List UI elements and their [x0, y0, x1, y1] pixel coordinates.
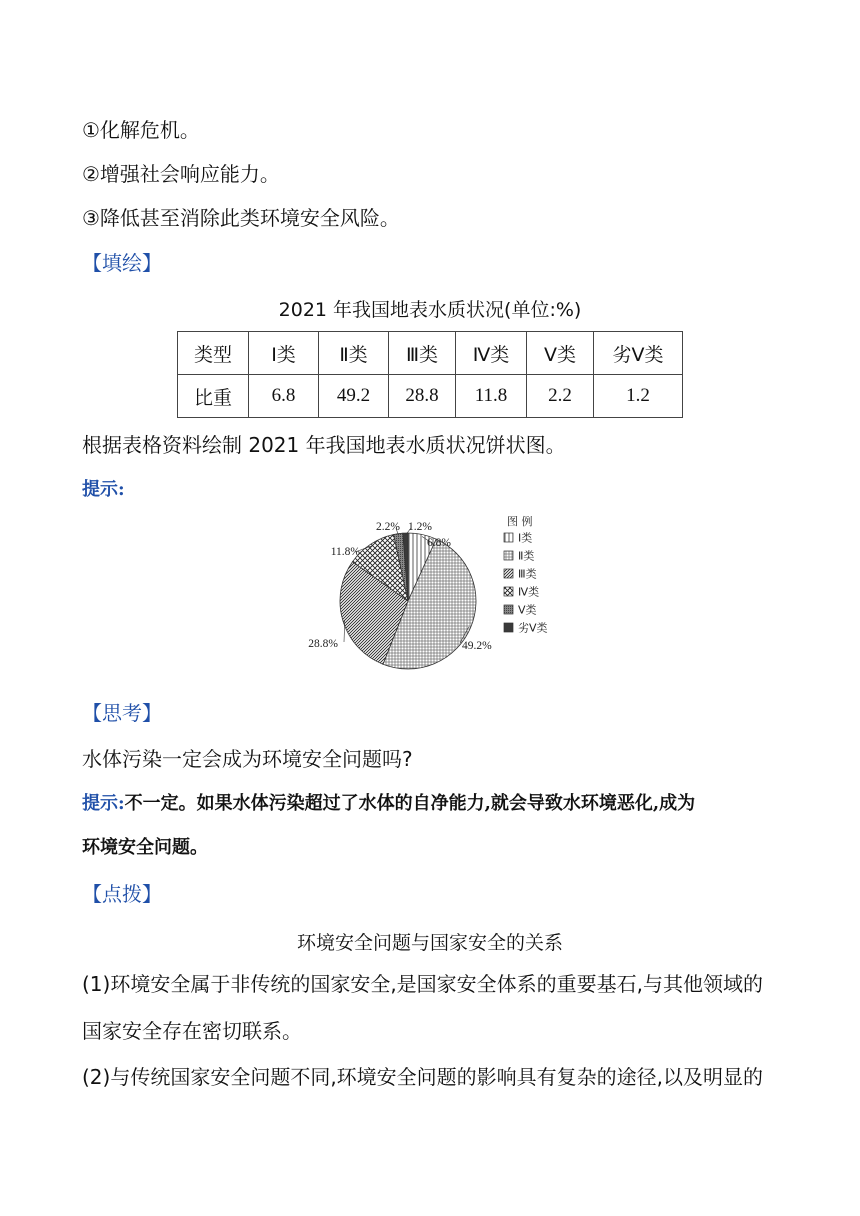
list-item-1: ①化解危机。 — [82, 118, 200, 142]
table-cell: Ⅱ类 — [319, 332, 389, 375]
legend-label: Ⅲ类 — [518, 567, 537, 581]
table-cell: 28.8 — [389, 375, 456, 418]
subtitle: 环境安全问题与国家安全的关系 — [296, 932, 563, 954]
section-heading-point: 【点拨】 — [82, 882, 162, 906]
table-header-row — [178, 332, 683, 375]
table-cell: 比重 — [178, 375, 249, 418]
table-cell: Ⅴ类 — [527, 332, 594, 375]
answer-line-1 — [82, 790, 695, 818]
legend-label: 劣Ⅴ类 — [518, 621, 548, 635]
legend-swatch — [504, 533, 513, 542]
table-cell: 11.8 — [456, 375, 527, 418]
table-cell: Ⅰ类 — [249, 332, 319, 375]
pie-value-label: 1.2% — [408, 521, 432, 533]
legend-swatch — [504, 551, 513, 560]
legend-swatch — [504, 605, 513, 614]
legend-label: Ⅴ类 — [518, 603, 537, 617]
table-title: 2021 年我国地表水质状况(单位:%) — [278, 299, 582, 321]
table-cell: 1.2 — [594, 375, 683, 418]
list-item-3: ③降低甚至消除此类环境安全风险。 — [82, 206, 400, 230]
answer-line-2: 环境安全问题。 — [82, 837, 208, 858]
table-data-row — [178, 375, 683, 418]
pie-slices — [340, 533, 476, 669]
hint-label: 提示: — [82, 479, 125, 500]
table-cell: 49.2 — [319, 375, 389, 418]
instruction-text: 根据表格资料绘制 2021 年我国地表水质状况饼状图。 — [82, 433, 566, 457]
legend-label: Ⅳ类 — [518, 585, 540, 599]
pie-value-label: 2.2% — [376, 521, 400, 533]
paragraph-1-line-2: 国家安全存在密切联系。 — [82, 1019, 302, 1043]
pie-value-label: 11.8% — [330, 546, 360, 558]
section-heading-think: 【思考】 — [82, 701, 162, 725]
legend-label: Ⅱ类 — [518, 549, 535, 563]
legend-title: 图 例 — [507, 515, 533, 528]
table-cell: 2.2 — [527, 375, 594, 418]
legend-swatch — [504, 569, 513, 578]
legend-swatch — [504, 587, 513, 596]
legend-swatch — [504, 623, 513, 632]
pie-value-label: 49.2% — [462, 640, 492, 652]
list-item-2: ②增强社会响应能力。 — [82, 162, 280, 186]
table-cell: 劣Ⅴ类 — [594, 332, 683, 375]
pie-legend — [504, 514, 548, 635]
water-quality-table — [177, 331, 683, 418]
answer-text: 不一定。如果水体污染超过了水体的自净能力,就会导致水环境恶化,成为 — [124, 793, 696, 814]
paragraph-1-line-1: (1)环境安全属于非传统的国家安全,是国家安全体系的重要基石,与其他领域的 — [82, 972, 764, 996]
table-cell: 类型 — [178, 332, 249, 375]
pie-value-label: 28.8% — [308, 638, 338, 650]
legend-label: Ⅰ类 — [518, 531, 533, 545]
table-cell: Ⅲ类 — [389, 332, 456, 375]
pie-value-label: 6.8% — [427, 537, 451, 549]
table-cell: Ⅳ类 — [456, 332, 527, 375]
table-cell: 6.8 — [249, 375, 319, 418]
answer-hint-label: 提示: — [82, 793, 125, 814]
pie-chart — [280, 508, 580, 688]
section-heading-fill: 【填绘】 — [82, 251, 162, 275]
paragraph-2-line-1: (2)与传统国家安全问题不同,环境安全问题的影响具有复杂的途径,以及明显的 — [82, 1065, 764, 1089]
question-text: 水体污染一定会成为环境安全问题吗? — [82, 747, 413, 771]
